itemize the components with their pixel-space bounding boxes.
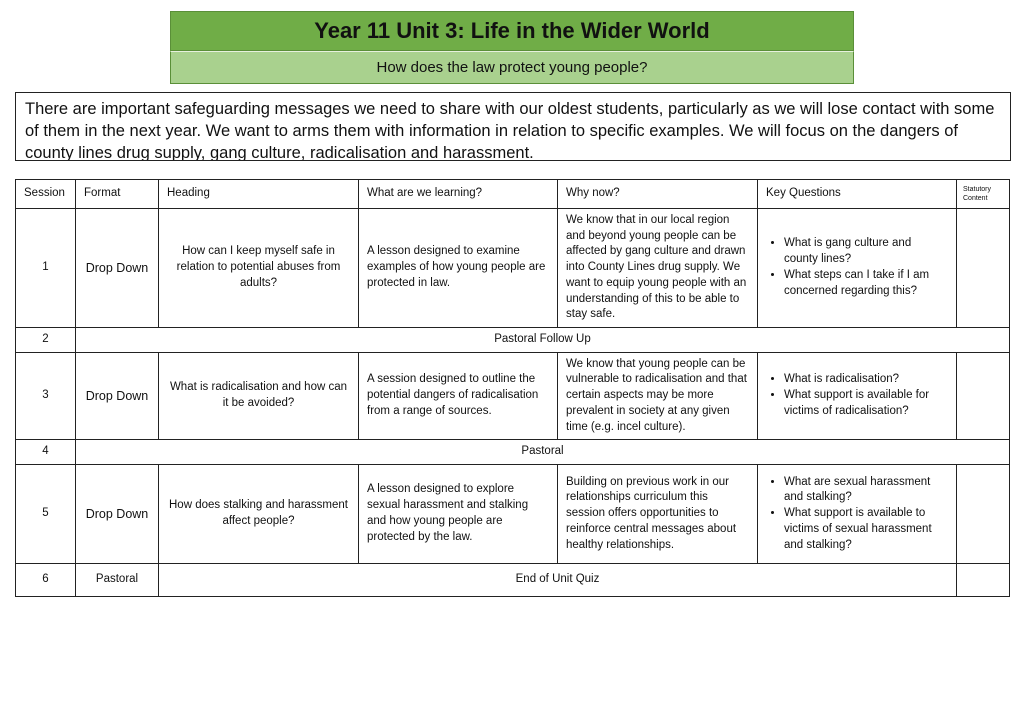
session-learning: A lesson designed to examine examples of how young people are protected in law.	[359, 209, 558, 328]
session-heading: What is radicalisation and how can it be avoided?	[159, 353, 359, 440]
page-title: Year 11 Unit 3: Life in the Wider World	[170, 11, 854, 51]
session-statutory	[957, 353, 1010, 440]
session-format: Pastoral	[76, 564, 159, 597]
page-subtitle: How does the law protect young people?	[170, 51, 854, 84]
table-row	[16, 465, 1010, 564]
key-question: • What steps can I take if I am concerned regarding this?	[784, 268, 948, 300]
session-key-questions	[758, 465, 957, 564]
session-heading: How does stalking and harassment affect people?	[159, 465, 359, 564]
session-statutory	[957, 564, 1010, 597]
table-row	[16, 209, 1010, 328]
session-number: 4	[16, 440, 76, 465]
session-why: Building on previous work in our relationships curriculum this session offers opportunities to reinforce central messages about healthy relationships.	[558, 465, 758, 564]
session-statutory	[957, 209, 1010, 328]
key-question: • What is radicalisation?	[784, 372, 948, 388]
col-header-statutory: Statutory Content	[957, 180, 1010, 209]
session-format: Drop Down	[76, 353, 159, 440]
key-question: • What is gang culture and county lines?	[784, 236, 948, 268]
key-question: • What are sexual harassment and stalking?	[784, 475, 948, 507]
session-statutory	[957, 465, 1010, 564]
session-span-text: Pastoral Follow Up	[76, 328, 1010, 353]
table-row	[16, 440, 1010, 465]
session-span-text: End of Unit Quiz	[159, 564, 957, 597]
session-number: 1	[16, 209, 76, 328]
session-number: 5	[16, 465, 76, 564]
session-number: 6	[16, 564, 76, 597]
key-question: • What support is available to victims of sexual harassment and stalking?	[784, 506, 948, 553]
table-row	[16, 328, 1010, 353]
session-format: Drop Down	[76, 465, 159, 564]
session-format: Drop Down	[76, 209, 159, 328]
session-learning: A session designed to outline the potential dangers of radicalisation from a range of sources.	[359, 353, 558, 440]
key-question: • What support is available for victims of radicalisation?	[784, 388, 948, 420]
session-number: 3	[16, 353, 76, 440]
col-header-format: Format	[76, 180, 159, 209]
session-why: We know that in our local region and beyond young people can be affected by gang culture and drawn into County Lines drug supply. We want to equip young people with an understanding of this to be able to stay safe.	[558, 209, 758, 328]
table-header-row	[16, 180, 1010, 209]
session-key-questions	[758, 353, 957, 440]
unit-plan-table	[15, 179, 1010, 597]
col-header-heading: Heading	[159, 180, 359, 209]
table-row	[16, 564, 1010, 597]
col-header-session: Session	[16, 180, 76, 209]
session-why: We know that young people can be vulnerable to radicalisation and that certain aspects may be more prevalent in society at any given time (e.g. incel culture).	[558, 353, 758, 440]
session-span-text: Pastoral	[76, 440, 1010, 465]
session-number: 2	[16, 328, 76, 353]
table-row	[16, 353, 1010, 440]
session-learning: A lesson designed to explore sexual harassment and stalking and how young people are protected by the law.	[359, 465, 558, 564]
title-banner	[170, 11, 854, 81]
col-header-learning: What are we learning?	[359, 180, 558, 209]
col-header-questions: Key Questions	[758, 180, 957, 209]
col-header-why: Why now?	[558, 180, 758, 209]
session-key-questions	[758, 209, 957, 328]
session-heading: How can I keep myself safe in relation to potential abuses from adults?	[159, 209, 359, 328]
intro-text: There are important safeguarding messages we need to share with our oldest students, particularly as we will lose contact with some of them in the next year. We want to arms them with information in relation to specific examples. We will focus on the dangers of county lines drug supply, gang culture, radicalisation and harassment.	[15, 92, 1011, 161]
